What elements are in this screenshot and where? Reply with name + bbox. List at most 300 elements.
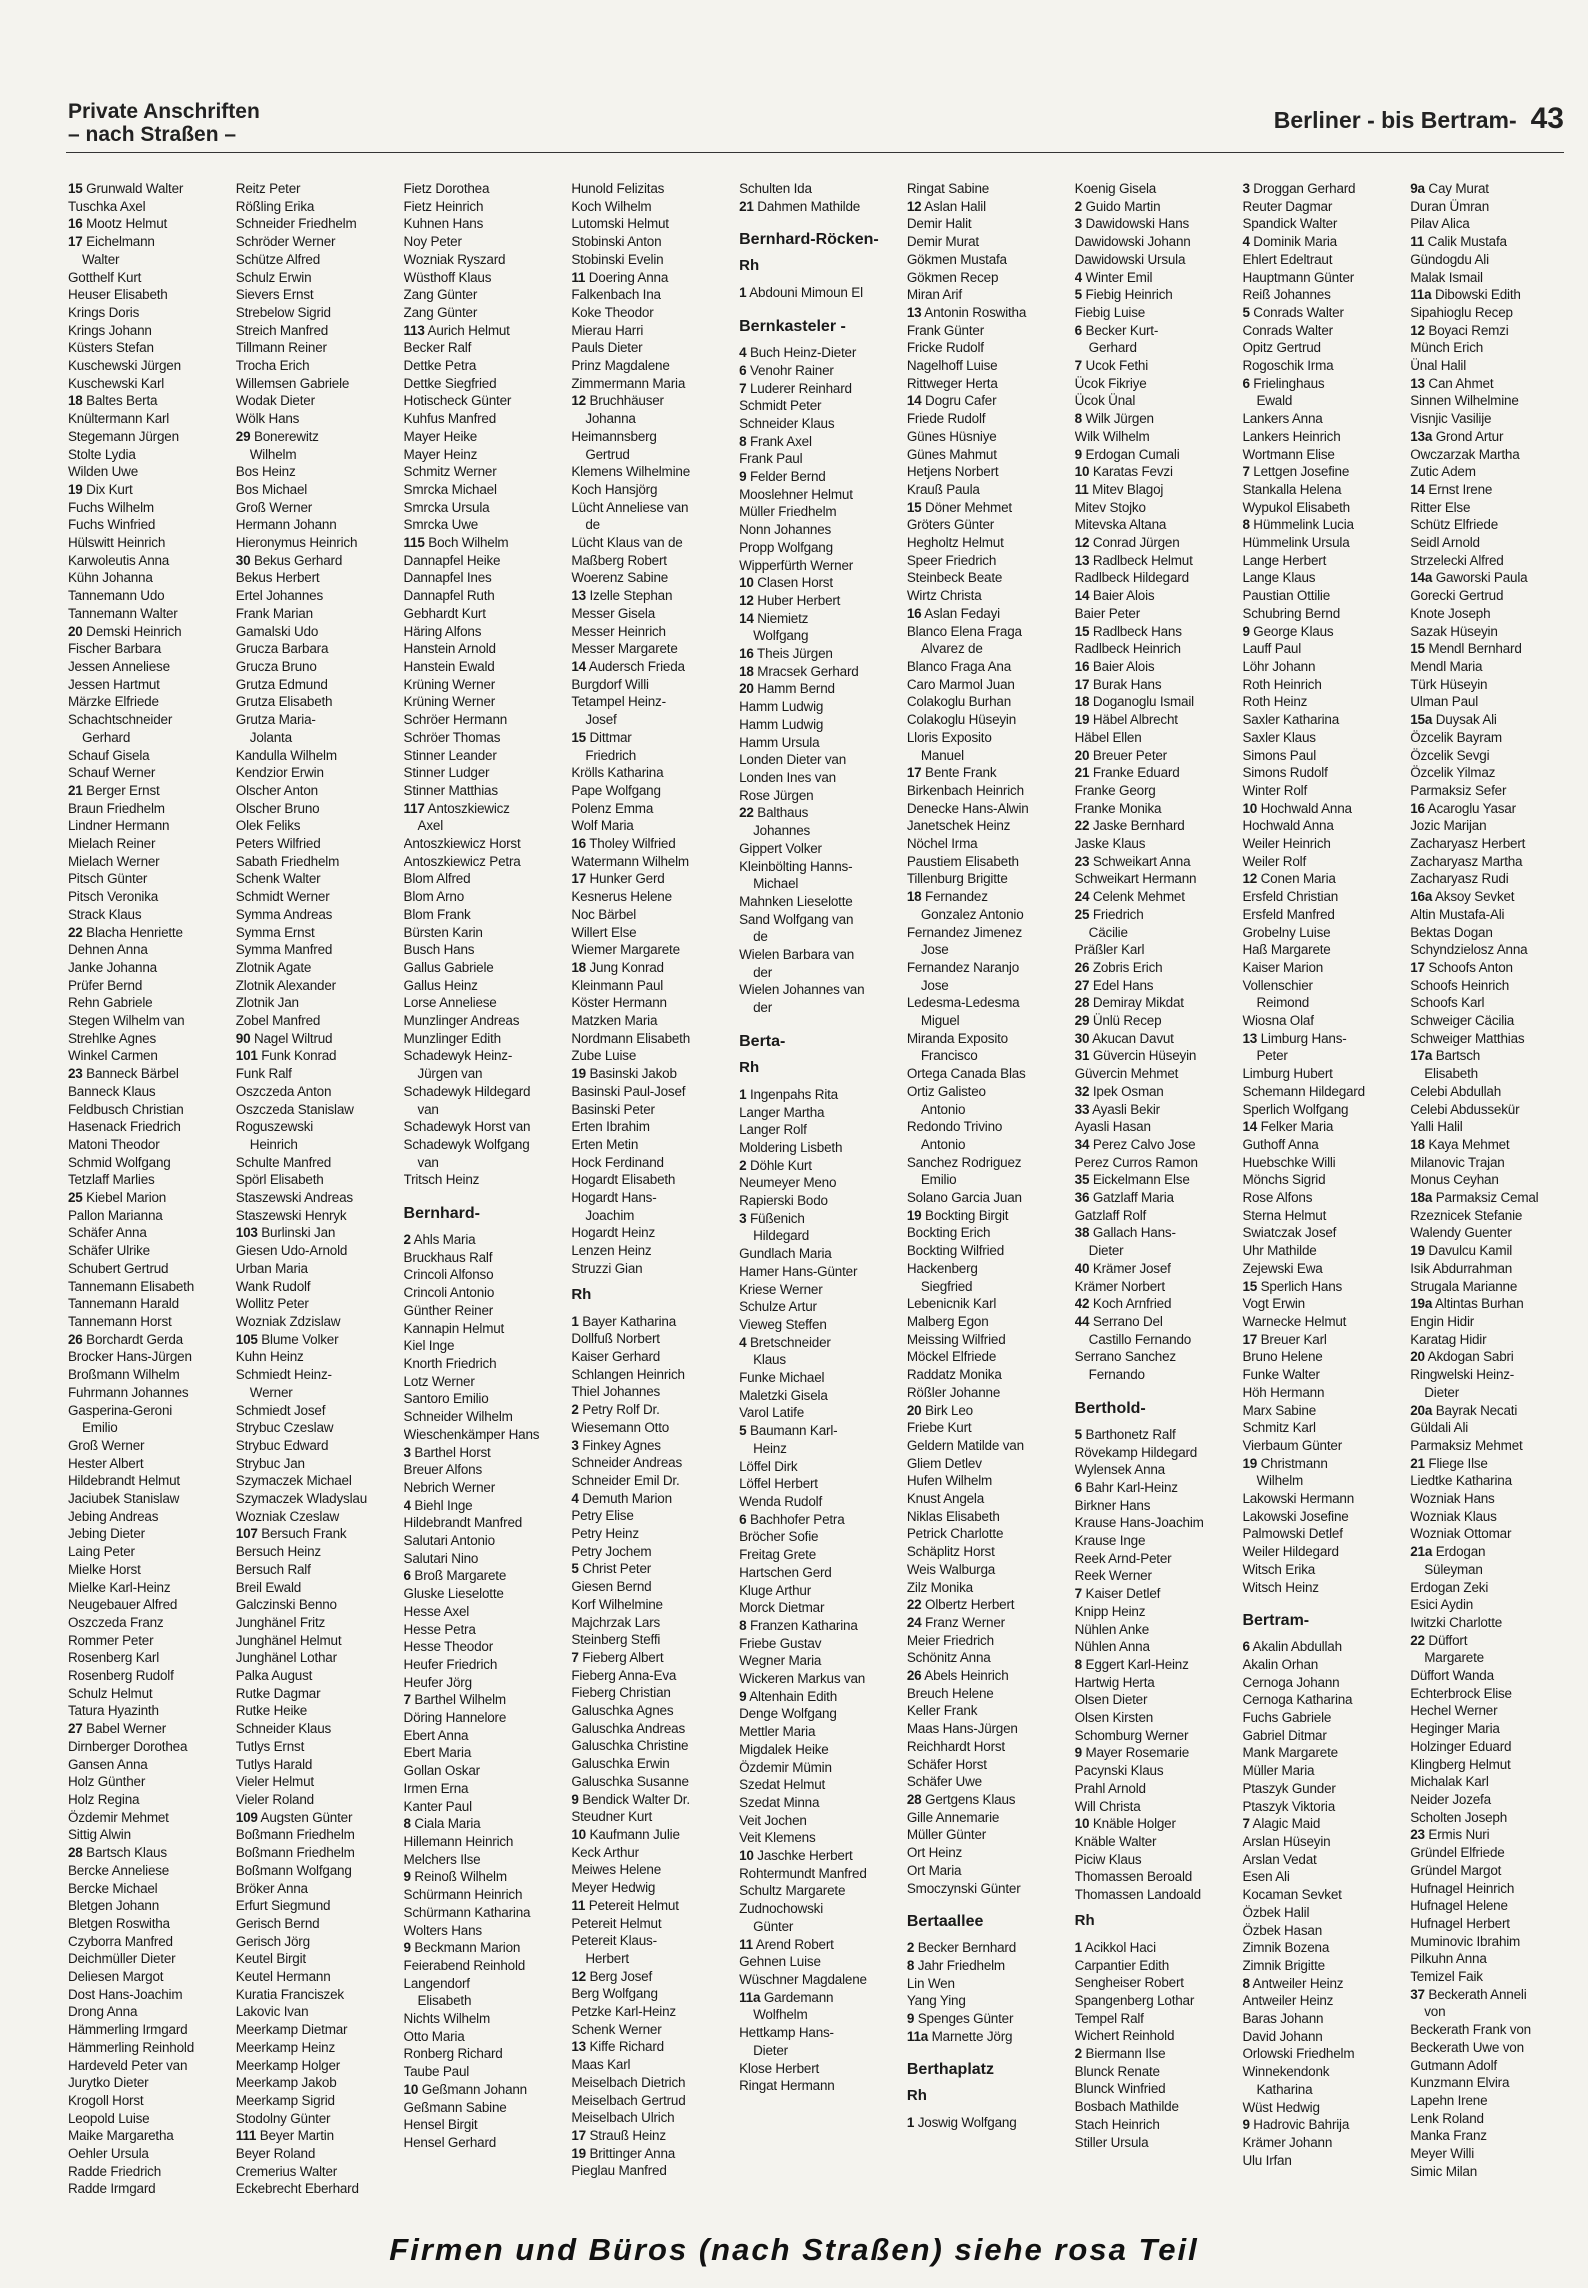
house-number: 15 — [68, 181, 83, 196]
resident-entry: Kesnerus Helene — [571, 889, 672, 905]
resident-entry: Nühlen Anke — [1074, 1621, 1150, 1637]
resident-entry: Irmen Erna — [403, 1780, 469, 1796]
resident-entry: 23 Banneck Bärbel — [68, 1066, 179, 1082]
house-number: 2 — [571, 1402, 579, 1418]
house-number: 5 — [1074, 287, 1082, 303]
house-number: 26 — [906, 1668, 922, 1684]
resident-entry: Milanovic Trajan — [1410, 1154, 1505, 1170]
resident-entry: Wozniak Zdzislaw — [235, 1314, 341, 1329]
resident-entry: Tillenburg Brigitte — [906, 871, 1008, 887]
resident-entry: 7 Ucok Fethi — [1074, 358, 1149, 374]
resident-entry: 16 Mootz Helmut — [68, 216, 168, 232]
house-number: 21 — [68, 782, 83, 798]
resident-entry: Frank Marian — [235, 605, 313, 621]
house-number: 1 — [571, 1313, 579, 1329]
resident-entry: Taube Paul — [403, 2064, 470, 2080]
house-number: 19 — [571, 1066, 586, 1082]
resident-entry: Gutmann Adolf — [1410, 2057, 1497, 2073]
resident-entry: Morck Dietmar — [739, 1600, 825, 1616]
resident-entry: Antoszkiewicz Horst — [403, 836, 521, 852]
resident-entry: Jurytko Dieter — [68, 2075, 149, 2091]
entry-continuation: Margarete — [1424, 1650, 1484, 1666]
resident-entry: 8 Eggert Karl-Heinz — [1074, 1656, 1189, 1672]
resident-entry: Olek Feliks — [235, 818, 301, 834]
house-number: 28 — [1074, 995, 1090, 1011]
resident-entry: Cernoga Katharina — [1242, 1692, 1353, 1708]
resident-entry: 18 Jung Konrad — [571, 959, 664, 975]
resident-entry: 17 Schoofs Anton — [1410, 959, 1513, 975]
resident-entry: Wüst Hedwig — [1242, 2099, 1320, 2115]
resident-entry: Ort Heinz — [906, 1845, 963, 1861]
resident-entry: Rosenberg Karl — [68, 1650, 160, 1666]
resident-entry: Broßmann Wilhelm — [68, 1367, 180, 1383]
house-number: 4 — [403, 1497, 411, 1513]
resident-entry: Koke Theodor — [571, 304, 654, 320]
house-number: 9 — [571, 1791, 579, 1807]
house-number: 37 — [1410, 1986, 1425, 2002]
resident-entry: Engin Hidir — [1410, 1314, 1475, 1329]
resident-entry: Uhr Mathilde — [1242, 1243, 1317, 1259]
resident-entry: 20 Akdogan Sabri — [1410, 1349, 1514, 1365]
resident-entry: 26 Borchardt Gerda — [68, 1331, 183, 1347]
house-number: 19 — [68, 481, 83, 497]
resident-entry: Wozniak Ottomar — [1410, 1526, 1512, 1542]
resident-entry: Pacynski Klaus — [1074, 1763, 1164, 1779]
resident-entry: Schachtschneider — [68, 712, 173, 728]
resident-entry: Meiselbach Gertrud — [571, 2092, 686, 2108]
resident-entry: Erfurt Siegmund — [235, 1898, 331, 1914]
resident-entry: Bekus Herbert — [235, 570, 320, 586]
resident-entry: Nagelhoff Luise — [906, 358, 998, 374]
resident-entry: 42 Koch Arnfried — [1074, 1296, 1172, 1312]
resident-entry: 9 Mayer Rosemarie — [1074, 1745, 1190, 1761]
resident-entry: 12 Berg Josef — [571, 1968, 653, 1984]
house-number: 9 — [1242, 623, 1250, 639]
resident-entry: Petry Heinz — [571, 1526, 639, 1542]
resident-entry: Hechel Werner — [1410, 1703, 1498, 1719]
resident-entry: Guthoff Anna — [1242, 1136, 1319, 1152]
resident-entry: Sittig Alwin — [68, 1827, 131, 1843]
resident-entry: Wilden Uwe — [68, 464, 139, 480]
resident-entry: Migdalek Heike — [739, 1741, 829, 1757]
resident-entry: 17 Strauß Heinz — [571, 2127, 666, 2143]
house-number: 15 — [906, 499, 922, 515]
resident-entry: Schäfer Ulrike — [68, 1243, 150, 1259]
resident-entry: Janetschek Heinz — [906, 818, 1011, 834]
resident-entry: Tannemann Walter — [68, 605, 178, 621]
resident-entry: Blunck Winfried — [1074, 2081, 1166, 2097]
entry-continuation: Elisabeth — [417, 1993, 472, 2009]
resident-entry: Galuschka Andreas — [571, 1720, 685, 1736]
house-number: 26 — [68, 1331, 83, 1347]
resident-entry: 90 Nagel Wiltrud — [235, 1030, 333, 1046]
resident-entry: Dettke Petra — [403, 358, 477, 374]
resident-entry: Galuschka Susanne — [571, 1773, 689, 1789]
resident-entry: Staszewski Henryk — [235, 1207, 347, 1223]
resident-entry: 7 Fieberg Albert — [571, 1649, 664, 1665]
resident-entry: 5 Barthonetz Ralf — [1074, 1426, 1176, 1442]
house-number: 7 — [1242, 464, 1250, 480]
resident-entry: Grutza Maria- — [235, 712, 316, 728]
resident-entry: 3 Füßenich — [739, 1210, 805, 1226]
resident-entry: Koch Wilhelm — [571, 198, 652, 214]
house-number: 3 — [403, 1444, 411, 1460]
resident-entry: 18 Mracsek Gerhard — [739, 663, 859, 679]
entry-continuation: Cäcilie — [1088, 924, 1128, 940]
resident-entry: Wortmann Elise — [1242, 446, 1335, 462]
resident-entry: 17 Eichelmann — [68, 234, 155, 250]
resident-entry: Denge Wolfgang — [739, 1706, 837, 1722]
resident-entry: Bos Heinz — [235, 464, 296, 480]
resident-entry: Schäfer Anna — [68, 1225, 147, 1241]
resident-entry: Kiel Inge — [403, 1338, 455, 1354]
resident-entry: Müller Günter — [906, 1827, 987, 1843]
resident-entry: 2 Guido Martin — [1074, 198, 1161, 214]
resident-entry: Özcelik Yilmaz — [1410, 765, 1496, 781]
house-number: 19 — [1074, 712, 1090, 728]
resident-entry: Wolters Hans — [403, 1922, 482, 1938]
resident-entry: Fieberg Anna-Eva — [571, 1667, 677, 1683]
resident-entry: Peters Wilfried — [235, 836, 321, 852]
entry-continuation: Gerhard — [1088, 340, 1137, 356]
resident-entry: Stinner Leander — [403, 747, 497, 763]
resident-entry: Stolte Lydia — [68, 446, 136, 462]
resident-entry: Dannapfel Ines — [403, 570, 492, 586]
resident-entry: Roth Heinz — [1242, 694, 1308, 710]
resident-entry: Schauf Werner — [68, 765, 156, 781]
entry-continuation: van — [417, 1154, 439, 1170]
resident-entry: Schneider Friedhelm — [235, 216, 357, 232]
resident-entry: Radde Irmgard — [68, 2181, 156, 2197]
resident-entry: Sinnen Wilhelmine — [1410, 393, 1519, 409]
resident-entry: Korf Wilhelmine — [571, 1596, 663, 1612]
house-number: 21 — [1410, 1455, 1425, 1471]
resident-entry: 8 Wilk Jürgen — [1074, 411, 1154, 427]
street-heading: Bertram- — [1242, 1612, 1310, 1630]
resident-entry: Sabath Friedhelm — [235, 853, 340, 869]
resident-entry: Kandulla Wilhelm — [235, 747, 337, 763]
house-number: 16 — [68, 216, 83, 232]
address-column — [1242, 180, 1398, 2200]
resident-entry: Woerenz Sabine — [571, 570, 669, 586]
section-title: Private Anschriften — [68, 100, 260, 123]
resident-entry: Willemsen Gabriele — [235, 375, 350, 391]
resident-entry: Gökmen Mustafa — [906, 251, 1007, 267]
resident-entry: 9 Felder Bernd — [739, 469, 826, 485]
resident-entry: Oszczeda Franz — [68, 1614, 164, 1630]
entry-continuation: Alvarez de — [920, 641, 983, 657]
resident-entry: Tetampel Heinz- — [571, 694, 666, 710]
house-number: 21 — [739, 198, 754, 214]
resident-entry: 12 Aslan Halil — [906, 198, 986, 214]
entry-continuation: Elisabeth — [1424, 1066, 1478, 1082]
resident-entry: 1 Abdouni Mimoun El — [739, 285, 863, 301]
resident-entry: Schubring Bernd — [1242, 605, 1341, 621]
section-subtitle: – nach Straßen – — [68, 123, 237, 146]
house-number: 17a — [1410, 1048, 1433, 1064]
house-number: 7 — [1074, 358, 1082, 374]
house-number: 7 — [403, 1692, 411, 1708]
house-number: 35 — [1074, 1172, 1090, 1188]
resident-entry: Pieglau Manfred — [571, 2163, 667, 2179]
resident-entry: Berg Wolfgang — [571, 1986, 658, 2002]
resident-entry: Parmaksiz Sefer — [1410, 782, 1507, 798]
resident-entry: 9 Beckmann Marion — [403, 1940, 521, 1956]
resident-entry: 33 Ayasli Bekir — [1074, 1101, 1160, 1117]
resident-entry: Wiosna Olaf — [1242, 1013, 1314, 1029]
resident-entry: 10 Jaschke Herbert — [739, 1848, 853, 1864]
house-number: 8 — [906, 1957, 915, 1973]
resident-entry: Zang Günter — [403, 287, 478, 303]
resident-entry: Matoni Theodor — [68, 1136, 160, 1152]
entry-continuation: Josef — [585, 712, 617, 728]
entry-continuation: Jose — [920, 942, 949, 958]
resident-entry: Wiemer Margarete — [571, 942, 680, 958]
house-number: 7 — [1242, 1816, 1250, 1832]
resident-entry: Günes Hüsniye — [906, 428, 997, 444]
resident-entry: Hamm Ludwig — [739, 716, 824, 732]
resident-entry: Parmaksiz Mehmet — [1410, 1437, 1523, 1453]
resident-entry: Beyer Roland — [235, 2146, 316, 2162]
resident-entry: 10 Geßmann Johann — [403, 2081, 527, 2097]
resident-entry: Duran Ümran — [1410, 198, 1490, 214]
resident-entry: Fricke Rudolf — [906, 340, 984, 356]
resident-entry: Lücht Klaus van de — [571, 535, 683, 551]
resident-entry: Türk Hüseyin — [1410, 676, 1488, 692]
resident-entry: Schyndzielosz Anna — [1410, 942, 1528, 958]
resident-entry: 17 Burak Hans — [1074, 676, 1162, 692]
resident-entry: 8 Ciala Maria — [403, 1816, 481, 1832]
resident-entry: 20 Demski Heinrich — [68, 623, 182, 639]
resident-entry: Hartwig Herta — [1074, 1674, 1155, 1690]
resident-entry: Rößling Erika — [235, 198, 315, 214]
resident-entry: Will Christa — [1074, 1798, 1141, 1814]
house-number: 113 — [403, 322, 425, 338]
resident-entry: Heginger Maria — [1410, 1721, 1500, 1737]
resident-entry: Noy Peter — [403, 234, 462, 250]
resident-entry: Wodak Dieter — [235, 393, 315, 409]
resident-entry: Mayer Heinz — [403, 446, 478, 462]
resident-entry: Hensel Gerhard — [403, 2134, 497, 2150]
resident-entry: Hochwald Anna — [1242, 818, 1334, 834]
resident-entry: Hümmelink Ursula — [1242, 535, 1350, 551]
resident-entry: 22 Düffort — [1410, 1632, 1468, 1648]
resident-entry: Wüsthoff Klaus — [403, 269, 492, 285]
resident-entry: 15 Grunwald Walter — [68, 181, 184, 196]
resident-entry: Malberg Egon — [906, 1314, 989, 1329]
resident-entry: Erdogan Zeki — [1410, 1579, 1489, 1595]
resident-entry: Hermann Johann — [235, 517, 337, 533]
resident-entry: Schauf Gisela — [68, 747, 150, 763]
resident-entry: 6 Becker Kurt- — [1074, 322, 1159, 338]
resident-entry: Knäble Walter — [1074, 1833, 1157, 1849]
resident-entry: Schenk Werner — [571, 2021, 662, 2037]
resident-entry: 10 Kaufmann Julie — [571, 1826, 680, 1842]
resident-entry: Schröer Thomas — [403, 729, 501, 745]
resident-entry: Sazak Hüseyin — [1410, 623, 1498, 639]
resident-entry: 117 Antoszkiewicz — [403, 800, 510, 816]
resident-entry: Günes Mahmut — [906, 446, 997, 462]
house-number: 40 — [1074, 1260, 1090, 1276]
resident-entry: Mahnken Lieselotte — [739, 893, 853, 909]
resident-entry: 13 Can Ahmet — [1410, 375, 1494, 391]
resident-entry: Pitsch Veronika — [68, 889, 159, 905]
house-number: 3 — [1074, 216, 1082, 232]
resident-entry: Vogt Erwin — [1242, 1296, 1305, 1312]
entry-continuation: Emilio — [82, 1420, 118, 1436]
resident-entry: Jessen Hartmut — [68, 676, 160, 692]
resident-entry: Kleinmann Paul — [571, 977, 664, 993]
house-number: 29 — [235, 428, 251, 444]
resident-entry: 20 Breuer Peter — [1074, 747, 1167, 763]
resident-entry: Kriese Werner — [739, 1281, 823, 1297]
resident-entry: Olsen Kirsten — [1074, 1710, 1154, 1726]
house-number: 103 — [235, 1225, 258, 1241]
resident-entry: Möckel Elfriede — [906, 1349, 997, 1365]
resident-entry: Reek Werner — [1074, 1568, 1152, 1584]
resident-entry: Crincoli Alfonso — [403, 1267, 494, 1283]
resident-entry: Fuchs Gabriele — [1242, 1710, 1332, 1726]
house-number: 30 — [235, 552, 251, 568]
house-number: 5 — [571, 1561, 579, 1577]
resident-entry: Krause Inge — [1074, 1533, 1146, 1549]
resident-entry: Schemann Hildegard — [1242, 1083, 1365, 1099]
resident-entry: Haß Margarete — [1242, 942, 1331, 958]
address-column — [1410, 180, 1566, 2200]
resident-entry: Bockting Erich — [906, 1225, 991, 1241]
resident-entry: Perez Curros Ramon — [1074, 1154, 1198, 1170]
resident-entry: 22 Blacha Henriette — [68, 924, 183, 940]
resident-entry: Hotischeck Günter — [403, 393, 512, 409]
entry-continuation: der — [753, 1000, 773, 1016]
house-number: 19 — [906, 1207, 922, 1223]
resident-entry: 1 Bayer Katharina — [571, 1313, 676, 1329]
house-number: 12 — [571, 393, 586, 409]
resident-entry: Bosbach Mathilde — [1074, 2099, 1179, 2115]
resident-entry: Warnecke Helmut — [1242, 1314, 1347, 1329]
resident-entry: Boßmann Friedhelm — [235, 1827, 355, 1843]
resident-entry: 3 Finkey Agnes — [571, 1437, 661, 1453]
resident-entry: Friebe Kurt — [906, 1420, 972, 1436]
resident-entry: Meerkamp Holger — [235, 2057, 341, 2073]
resident-entry: Messer Heinrich — [571, 623, 666, 639]
resident-entry: Wüschner Magdalene — [739, 1971, 867, 1987]
resident-entry: Knust Angela — [906, 1491, 985, 1507]
resident-entry: Kunzmann Elvira — [1410, 2075, 1510, 2091]
resident-entry: Lauff Paul — [1242, 641, 1301, 657]
house-number: 19a — [1410, 1296, 1433, 1312]
resident-entry: Schadewyk Wolfgang — [403, 1136, 530, 1152]
resident-entry: Schneider Emil Dr. — [571, 1472, 680, 1488]
resident-entry: 11 Arend Robert — [739, 1936, 834, 1952]
resident-entry: Stach Heinrich — [1074, 2116, 1160, 2132]
resident-entry: Strugala Marianne — [1410, 1278, 1518, 1294]
resident-entry: Fuchs Wilhelm — [68, 499, 154, 515]
resident-entry: Echterbrock Elise — [1410, 1685, 1512, 1701]
house-number: 1 — [739, 1086, 747, 1102]
resident-entry: Saxler Klaus — [1242, 729, 1316, 745]
house-number: 16 — [906, 605, 922, 621]
resident-entry: Wozniak Ryszard — [403, 251, 506, 267]
resident-entry: Funke Walter — [1242, 1367, 1320, 1383]
resident-entry: Walendy Guenter — [1410, 1225, 1512, 1241]
resident-entry: Gründel Margot — [1410, 1862, 1502, 1878]
resident-entry: 1 Joswig Wolfgang — [906, 2115, 1017, 2131]
section-heading — [68, 100, 260, 146]
resident-entry: Häbel Ellen — [1074, 729, 1142, 745]
resident-entry: Reuter Dagmar — [1242, 198, 1333, 214]
resident-entry: Hesse Axel — [403, 1603, 470, 1619]
resident-entry: 14 Felker Maria — [1242, 1119, 1334, 1135]
house-number: 19 — [1242, 1455, 1258, 1471]
entry-continuation: Jolanta — [249, 729, 292, 745]
resident-entry: 3 Barthel Horst — [403, 1444, 491, 1460]
resident-entry: Wickeren Markus van — [739, 1671, 866, 1687]
resident-entry: Zejewski Ewa — [1242, 1260, 1323, 1276]
resident-entry: Swiatczak Josef — [1242, 1225, 1337, 1241]
resident-entry: Schürmann Katharina — [403, 1904, 531, 1920]
entry-continuation: Dieter — [1424, 1384, 1460, 1400]
entry-continuation: de — [585, 517, 600, 533]
resident-entry: Rohtermundt Manfred — [739, 1865, 867, 1881]
resident-entry: 4 Winter Emil — [1074, 269, 1153, 285]
resident-entry: Spörl Elisabeth — [235, 1172, 324, 1188]
resident-entry: Bektas Dogan — [1410, 924, 1493, 940]
resident-entry: Raddatz Monika — [906, 1367, 1002, 1383]
resident-entry: Rittweger Herta — [906, 375, 998, 391]
resident-entry: Cernoga Johann — [1242, 1674, 1340, 1690]
resident-entry: Feldbusch Christian — [68, 1101, 184, 1117]
resident-entry: Schäfer Horst — [906, 1756, 987, 1772]
resident-entry: Krämer Norbert — [1074, 1278, 1165, 1294]
resident-entry: Schweiger Matthias — [1410, 1030, 1525, 1046]
resident-entry: Jebing Andreas — [68, 1508, 159, 1524]
resident-entry: Schneider Klaus — [235, 1721, 332, 1737]
house-number: 13 — [1242, 1030, 1258, 1046]
resident-entry: 17 Hunker Gerd — [571, 871, 665, 887]
house-number: 29 — [1074, 1013, 1090, 1029]
resident-entry: Iwitzki Charlotte — [1410, 1614, 1503, 1630]
resident-entry: Meyer Hedwig — [571, 1880, 656, 1896]
resident-entry: Wilk Wilhelm — [1074, 428, 1150, 444]
resident-entry: Schubert Gertrud — [68, 1260, 169, 1276]
resident-entry: Salutari Antonio — [403, 1533, 495, 1549]
resident-entry: Bröker Anna — [235, 1880, 308, 1896]
house-number: 36 — [1074, 1190, 1090, 1206]
resident-entry: Hardeveld Peter van — [68, 2057, 188, 2073]
resident-entry: 3 Dawidowski Hans — [1074, 216, 1190, 232]
resident-entry: Beckerath Frank von — [1410, 2022, 1531, 2038]
street-heading: Bertaallee — [906, 1913, 984, 1931]
resident-entry: Kleinbölting Hanns- — [739, 858, 853, 874]
resident-entry: Dirnberger Dorothea — [68, 1738, 188, 1754]
resident-entry: Beckerath Uwe von — [1410, 2039, 1524, 2055]
resident-entry: 18 Baltes Berta — [68, 393, 158, 409]
resident-entry: Düffort Wanda — [1410, 1668, 1494, 1684]
resident-entry: Schmitz Werner — [403, 464, 497, 480]
resident-entry: Steinbeck Beate — [906, 570, 1003, 586]
resident-entry: Hester Albert — [68, 1455, 144, 1471]
resident-entry: 28 Bartsch Klaus — [68, 1845, 167, 1861]
house-number: 101 — [235, 1048, 258, 1064]
resident-entry: Redondo Trivino — [906, 1119, 1003, 1135]
house-number: 9 — [1074, 1745, 1082, 1761]
street-heading: Berta- — [739, 1032, 786, 1050]
resident-entry: Rose Jürgen — [739, 787, 814, 803]
resident-entry: Limburg Hubert — [1242, 1066, 1333, 1082]
resident-entry: Kuschewski Karl — [68, 375, 165, 391]
house-number: 2 — [1074, 2046, 1082, 2062]
